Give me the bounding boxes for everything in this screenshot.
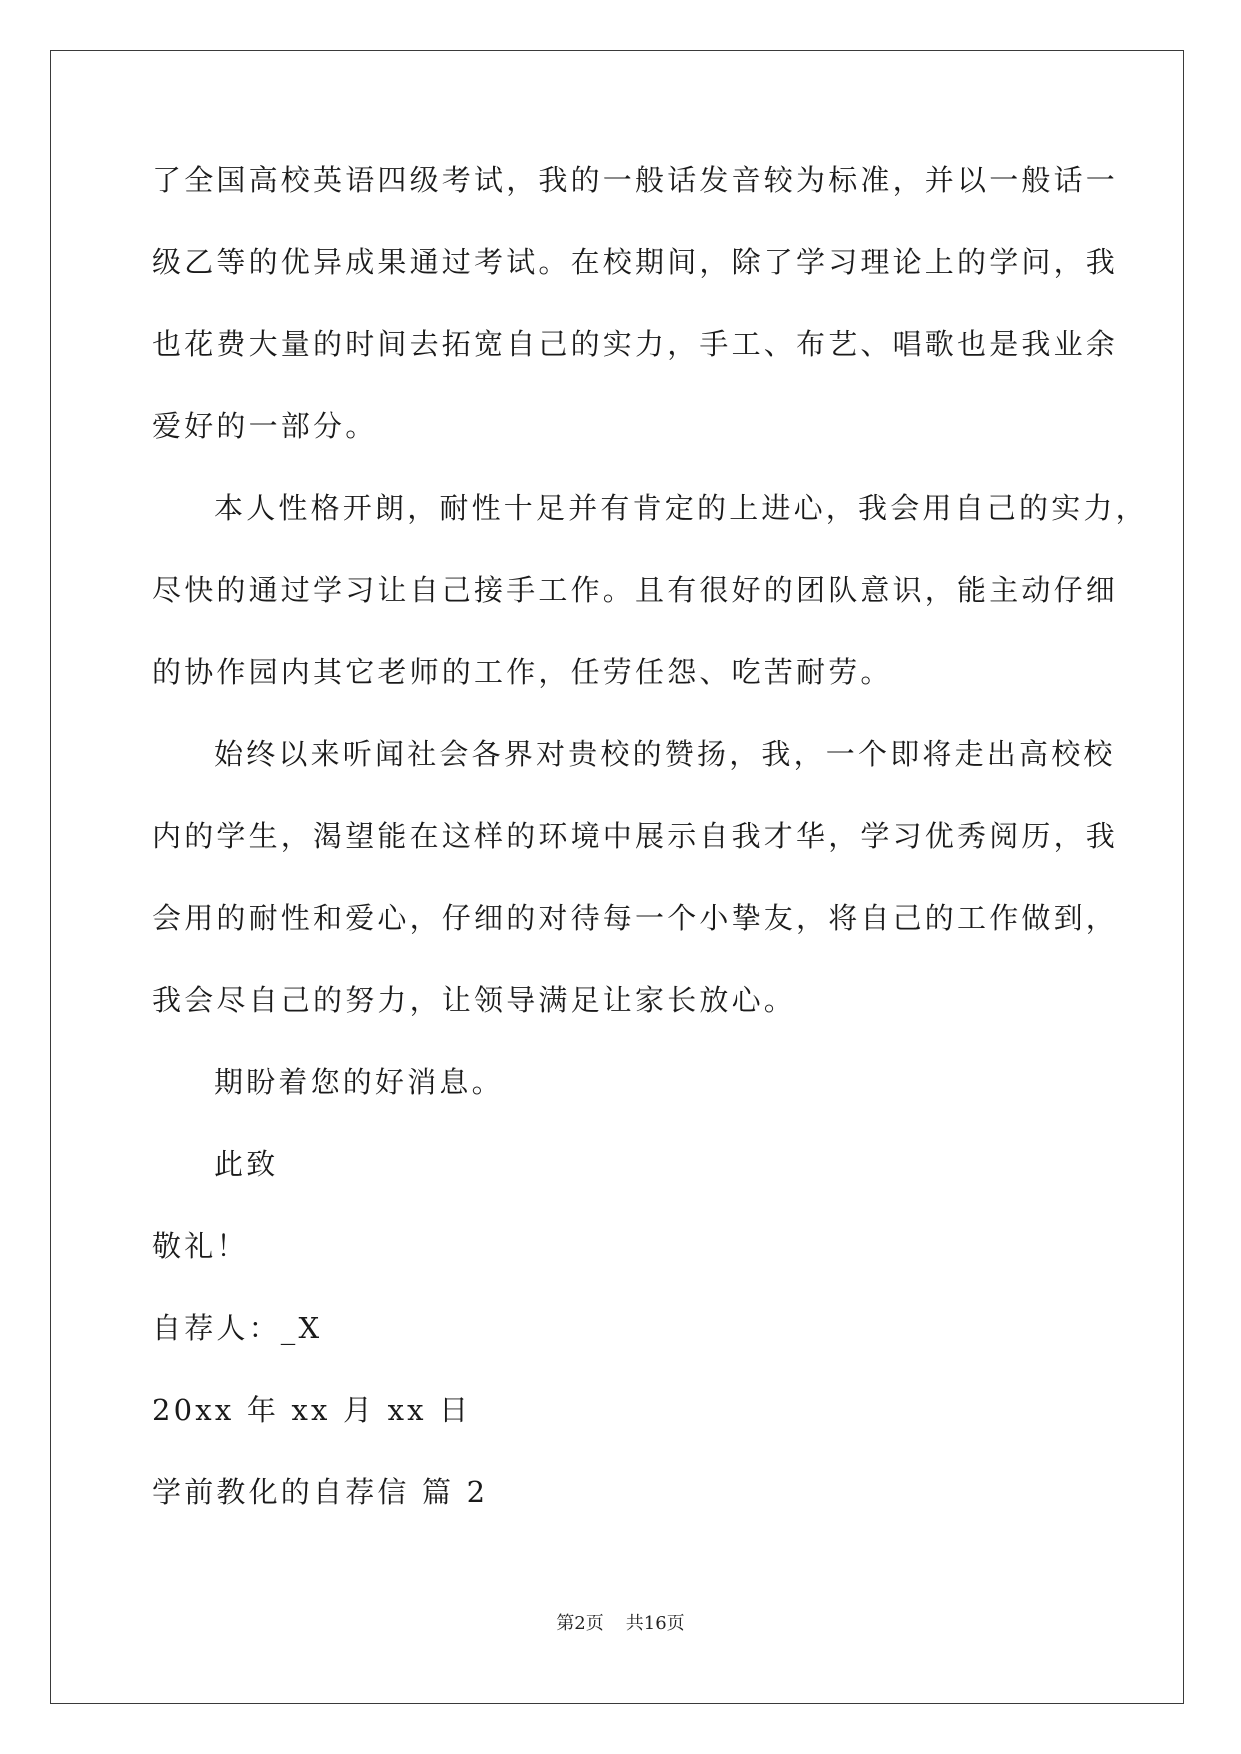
text-line: 会用的耐性和爱心，仔细的对待每一个小挚友，将自己的工作做到， [152, 901, 1119, 935]
date-line: 20xx 年 xx 月 xx 日 [152, 1393, 472, 1427]
text-line: 尽快的通过学习让自己接手工作。且有很好的团队意识，能主动仔细 [152, 573, 1119, 607]
signature-line: 自荐人：_X [152, 1311, 323, 1345]
page-border [50, 50, 1184, 1704]
text-line: 的协作园内其它老师的工作，任劳任怨、吃苦耐劳。 [152, 655, 893, 689]
page-number: 第2页 [556, 1613, 604, 1634]
paragraph-first-line: 本人性格开朗，耐性十足并有肯定的上进心，我会用自己的实力， [214, 491, 1148, 525]
section-heading: 学前教化的自荐信 篇 2 [152, 1475, 489, 1509]
closing-wish: 期盼着您的好消息。 [214, 1065, 504, 1099]
page-total: 共16页 [625, 1613, 685, 1634]
text-line: 内的学生，渴望能在这样的环境中展示自我才华，学习优秀阅历，我 [152, 819, 1119, 853]
text-line: 我会尽自己的努力，让领导满足让家长放心。 [152, 983, 797, 1017]
salutation-jingli: 敬礼！ [152, 1229, 249, 1263]
page-footer [0, 1613, 1241, 1635]
salutation-cizhi: 此致 [214, 1147, 279, 1181]
text-line: 了全国高校英语四级考试，我的一般话发音较为标准，并以一般话一 [152, 163, 1119, 197]
paragraph-first-line: 始终以来听闻社会各界对贵校的赞扬，我，一个即将走出高校校 [214, 737, 1116, 771]
text-line: 也花费大量的时间去拓宽自己的实力，手工、布艺、唱歌也是我业余 [152, 327, 1119, 361]
text-line: 级乙等的优异成果通过考试。在校期间，除了学习理论上的学问，我 [152, 245, 1119, 279]
text-line: 爱好的一部分。 [152, 409, 378, 443]
